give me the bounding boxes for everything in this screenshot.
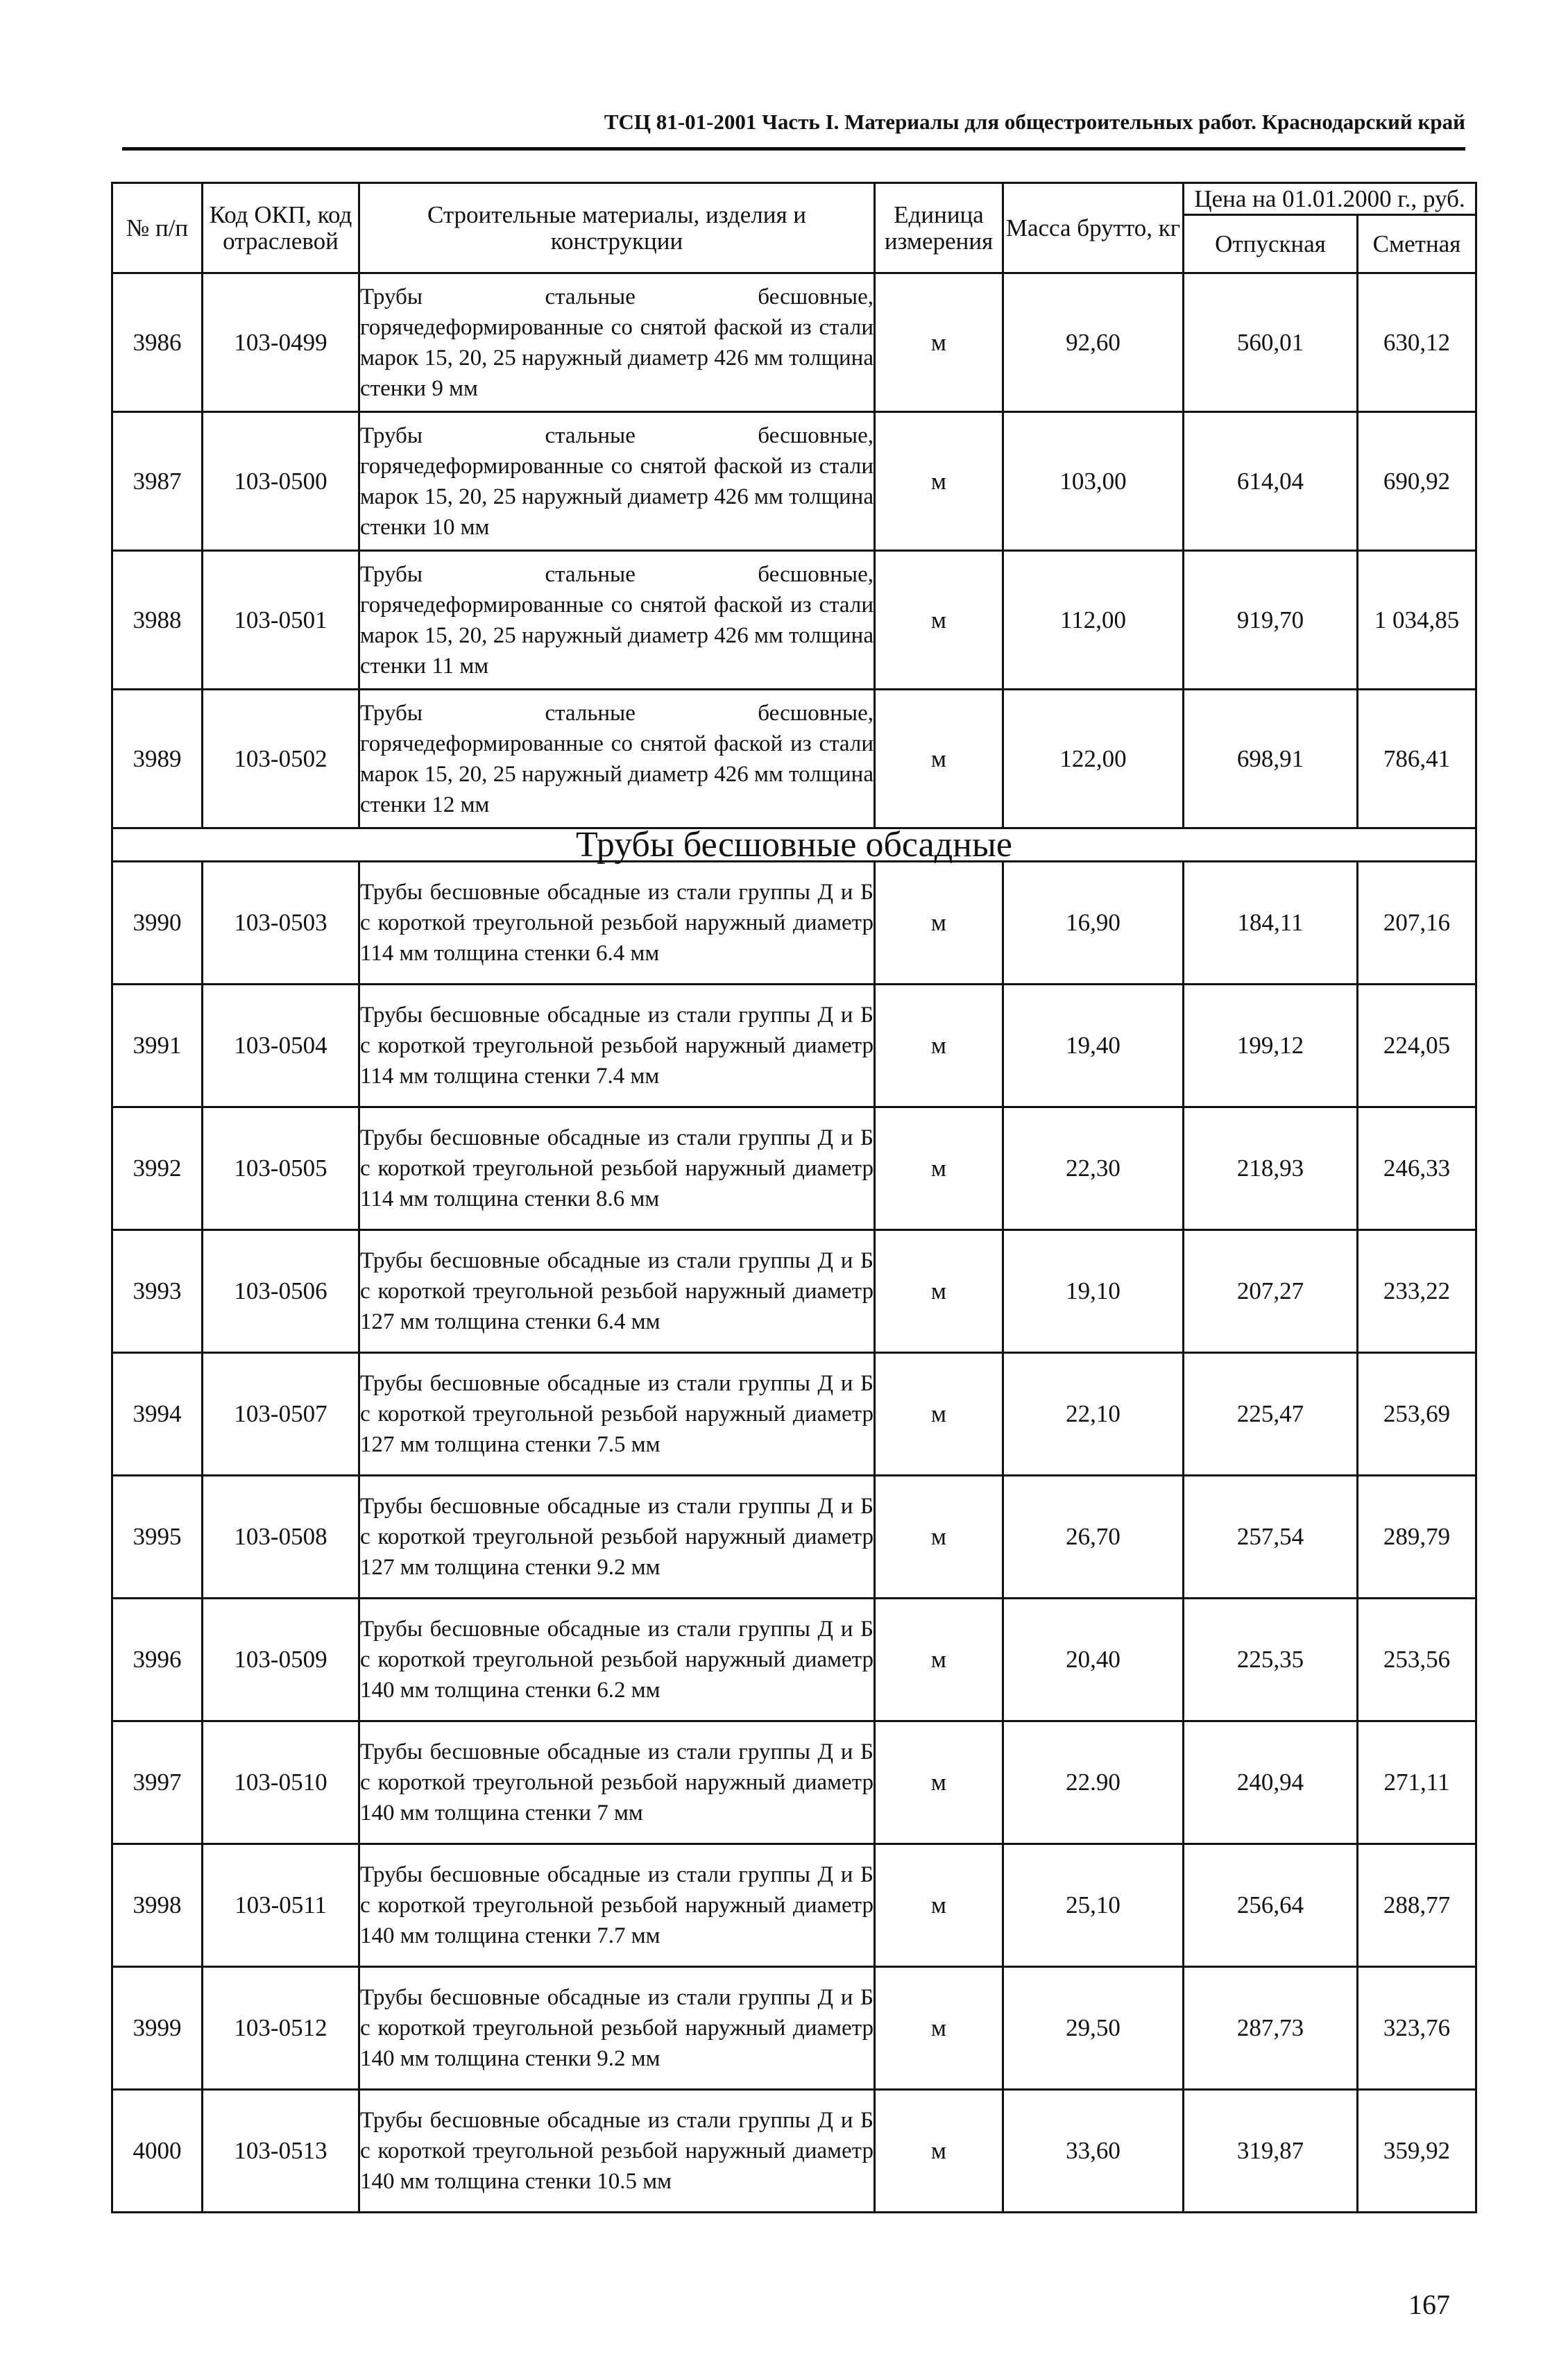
row-unit: м <box>875 1599 1003 1721</box>
row-desc: Трубы бесшовные обсадные из стали группы Д и Б с короткой треугольной резьбой наружный диаметр 140 мм толщина стенки 7.7 мм <box>359 1844 875 1967</box>
row-num: 3986 <box>112 273 203 412</box>
row-price-estimate: 253,69 <box>1358 1353 1476 1476</box>
row-code: 103-0504 <box>203 985 359 1107</box>
row-unit: м <box>875 1353 1003 1476</box>
row-mass: 25,10 <box>1003 1844 1184 1967</box>
row-num: 3998 <box>112 1844 203 1967</box>
row-desc: Трубы бесшовные обсадные из стали группы Д и Б с короткой треугольной резьбой наружный диаметр 114 мм толщина стенки 7.4 мм <box>359 985 875 1107</box>
col-header-price-group: Цена на 01.01.2000 г., руб. <box>1184 183 1476 215</box>
col-header-unit: Единица измерения <box>875 183 1003 273</box>
row-unit: м <box>875 1476 1003 1599</box>
row-price-release: 225,47 <box>1184 1353 1358 1476</box>
header-rule <box>122 147 1465 151</box>
row-price-release: 319,87 <box>1184 2090 1358 2213</box>
table-row <box>112 1353 1476 1476</box>
table-row <box>112 273 1476 412</box>
row-unit: м <box>875 985 1003 1107</box>
row-price-release: 919,70 <box>1184 551 1358 690</box>
row-price-estimate: 246,33 <box>1358 1107 1476 1230</box>
row-price-estimate: 630,12 <box>1358 273 1476 412</box>
row-code: 103-0512 <box>203 1967 359 2090</box>
row-mass: 22.90 <box>1003 1721 1184 1844</box>
row-price-estimate: 786,41 <box>1358 690 1476 828</box>
row-desc: Трубы бесшовные обсадные из стали группы Д и Б с короткой треугольной резьбой наружный диаметр 140 мм толщина стенки 9.2 мм <box>359 1967 875 2090</box>
col-header-price-estimate: Сметная <box>1358 215 1476 273</box>
table-row <box>112 1107 1476 1230</box>
row-mass: 29,50 <box>1003 1967 1184 2090</box>
table-row <box>112 1230 1476 1353</box>
row-price-release: 207,27 <box>1184 1230 1358 1353</box>
table-row <box>112 412 1476 551</box>
table-row <box>112 1721 1476 1844</box>
row-price-estimate: 271,11 <box>1358 1721 1476 1844</box>
row-price-release: 225,35 <box>1184 1599 1358 1721</box>
row-unit: м <box>875 1107 1003 1230</box>
row-code: 103-0513 <box>203 2090 359 2213</box>
row-code: 103-0499 <box>203 273 359 412</box>
table-row <box>112 1476 1476 1599</box>
section-title: Трубы бесшовные обсадные <box>112 828 1476 862</box>
row-code: 103-0507 <box>203 1353 359 1476</box>
row-mass: 22,10 <box>1003 1353 1184 1476</box>
row-desc: Трубы бесшовные обсадные из стали группы Д и Б с короткой треугольной резьбой наружный диаметр 140 мм толщина стенки 10.5 мм <box>359 2090 875 2213</box>
row-price-release: 614,04 <box>1184 412 1358 551</box>
row-mass: 112,00 <box>1003 551 1184 690</box>
row-mass: 16,90 <box>1003 862 1184 985</box>
table-row <box>112 2090 1476 2213</box>
row-price-release: 218,93 <box>1184 1107 1358 1230</box>
row-price-release: 256,64 <box>1184 1844 1358 1967</box>
row-num: 3989 <box>112 690 203 828</box>
section-row <box>112 828 1476 862</box>
table-row <box>112 862 1476 985</box>
row-unit: м <box>875 1844 1003 1967</box>
row-desc: Трубы стальные бесшовные, горячедеформированные со снятой фаской из стали марок 15, 20, 25 наружный диаметр 426 мм толщина стенки 9 мм <box>359 273 875 412</box>
row-num: 3988 <box>112 551 203 690</box>
row-price-estimate: 1 034,85 <box>1358 551 1476 690</box>
row-unit: м <box>875 1721 1003 1844</box>
table-row <box>112 551 1476 690</box>
row-price-estimate: 690,92 <box>1358 412 1476 551</box>
row-price-release: 240,94 <box>1184 1721 1358 1844</box>
row-code: 103-0505 <box>203 1107 359 1230</box>
row-mass: 33,60 <box>1003 2090 1184 2213</box>
table-row <box>112 690 1476 828</box>
row-mass: 19,10 <box>1003 1230 1184 1353</box>
page-number: 167 <box>1408 2289 1450 2320</box>
table-row <box>112 1844 1476 1967</box>
page-header: ТСЦ 81-01-2001 Часть I. Материалы для общестроительных работ. Краснодарский край <box>604 110 1465 134</box>
row-code: 103-0509 <box>203 1599 359 1721</box>
row-price-release: 287,73 <box>1184 1967 1358 2090</box>
row-price-release: 184,11 <box>1184 862 1358 985</box>
row-num: 3992 <box>112 1107 203 1230</box>
row-unit: м <box>875 690 1003 828</box>
row-unit: м <box>875 412 1003 551</box>
row-price-release: 560,01 <box>1184 273 1358 412</box>
row-price-release: 257,54 <box>1184 1476 1358 1599</box>
row-price-estimate: 359,92 <box>1358 2090 1476 2213</box>
row-num: 3997 <box>112 1721 203 1844</box>
col-header-price-release: Отпускная <box>1184 215 1358 273</box>
table-row <box>112 1967 1476 2090</box>
row-desc: Трубы бесшовные обсадные из стали группы Д и Б с короткой треугольной резьбой наружный диаметр 127 мм толщина стенки 7.5 мм <box>359 1353 875 1476</box>
row-desc: Трубы бесшовные обсадные из стали группы Д и Б с короткой треугольной резьбой наружный диаметр 114 мм толщина стенки 6.4 мм <box>359 862 875 985</box>
row-num: 3987 <box>112 412 203 551</box>
row-num: 3994 <box>112 1353 203 1476</box>
col-header-code: Код ОКП, код отраслевой <box>203 183 359 273</box>
row-desc: Трубы стальные бесшовные, горячедеформированные со снятой фаской из стали марок 15, 20, 25 наружный диаметр 426 мм толщина стенки 12 мм <box>359 690 875 828</box>
row-price-estimate: 224,05 <box>1358 985 1476 1107</box>
row-code: 103-0508 <box>203 1476 359 1599</box>
row-unit: м <box>875 1230 1003 1353</box>
row-price-release: 199,12 <box>1184 985 1358 1107</box>
row-code: 103-0506 <box>203 1230 359 1353</box>
row-num: 3999 <box>112 1967 203 2090</box>
row-num: 3990 <box>112 862 203 985</box>
row-mass: 26,70 <box>1003 1476 1184 1599</box>
row-desc: Трубы бесшовные обсадные из стали группы Д и Б с короткой треугольной резьбой наружный диаметр 140 мм толщина стенки 6.2 мм <box>359 1599 875 1721</box>
row-code: 103-0500 <box>203 412 359 551</box>
row-num: 3991 <box>112 985 203 1107</box>
row-desc: Трубы бесшовные обсадные из стали группы Д и Б с короткой треугольной резьбой наружный диаметр 127 мм толщина стенки 9.2 мм <box>359 1476 875 1599</box>
table-row <box>112 1599 1476 1721</box>
col-header-mass: Масса брутто, кг <box>1003 183 1184 273</box>
row-price-estimate: 323,76 <box>1358 1967 1476 2090</box>
row-code: 103-0510 <box>203 1721 359 1844</box>
row-price-estimate: 289,79 <box>1358 1476 1476 1599</box>
row-code: 103-0501 <box>203 551 359 690</box>
row-code: 103-0511 <box>203 1844 359 1967</box>
row-unit: м <box>875 862 1003 985</box>
row-mass: 122,00 <box>1003 690 1184 828</box>
row-mass: 20,40 <box>1003 1599 1184 1721</box>
row-mass: 92,60 <box>1003 273 1184 412</box>
row-num: 3995 <box>112 1476 203 1599</box>
row-unit: м <box>875 2090 1003 2213</box>
row-price-estimate: 233,22 <box>1358 1230 1476 1353</box>
row-num: 3996 <box>112 1599 203 1721</box>
col-header-num: № п/п <box>112 183 203 273</box>
row-desc: Трубы бесшовные обсадные из стали группы Д и Б с короткой треугольной резьбой наружный диаметр 140 мм толщина стенки 7 мм <box>359 1721 875 1844</box>
row-mass: 22,30 <box>1003 1107 1184 1230</box>
row-price-estimate: 253,56 <box>1358 1599 1476 1721</box>
price-table <box>111 182 1477 2213</box>
row-desc: Трубы стальные бесшовные, горячедеформированные со снятой фаской из стали марок 15, 20, 25 наружный диаметр 426 мм толщина стенки 10 мм <box>359 412 875 551</box>
row-num: 3993 <box>112 1230 203 1353</box>
row-unit: м <box>875 1967 1003 2090</box>
row-mass: 103,00 <box>1003 412 1184 551</box>
col-header-desc: Строительные материалы, изделия и конструкции <box>359 183 875 273</box>
row-desc: Трубы стальные бесшовные, горячедеформированные со снятой фаской из стали марок 15, 20, 25 наружный диаметр 426 мм толщина стенки 11 мм <box>359 551 875 690</box>
row-price-estimate: 288,77 <box>1358 1844 1476 1967</box>
row-num: 4000 <box>112 2090 203 2213</box>
table-row <box>112 985 1476 1107</box>
row-code: 103-0503 <box>203 862 359 985</box>
row-unit: м <box>875 273 1003 412</box>
row-desc: Трубы бесшовные обсадные из стали группы Д и Б с короткой треугольной резьбой наружный диаметр 114 мм толщина стенки 8.6 мм <box>359 1107 875 1230</box>
row-price-estimate: 207,16 <box>1358 862 1476 985</box>
row-price-release: 698,91 <box>1184 690 1358 828</box>
row-code: 103-0502 <box>203 690 359 828</box>
row-mass: 19,40 <box>1003 985 1184 1107</box>
row-unit: м <box>875 551 1003 690</box>
row-desc: Трубы бесшовные обсадные из стали группы Д и Б с короткой треугольной резьбой наружный диаметр 127 мм толщина стенки 6.4 мм <box>359 1230 875 1353</box>
header-row-1 <box>112 183 1476 215</box>
